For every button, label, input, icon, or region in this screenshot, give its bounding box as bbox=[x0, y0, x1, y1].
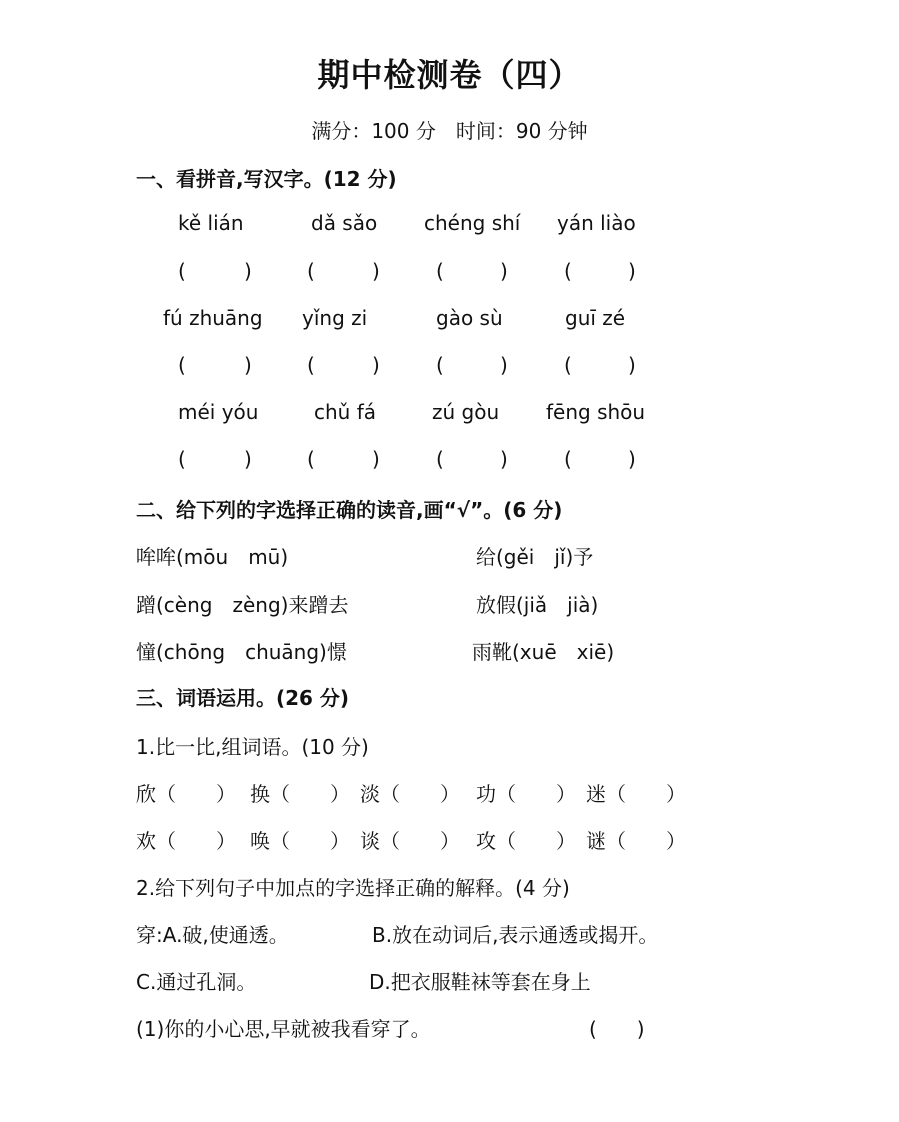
answer-paren-close: ) bbox=[628, 259, 636, 283]
answer-paren-open[interactable]: ( bbox=[564, 353, 572, 377]
answer-paren-open[interactable]: ( bbox=[178, 259, 186, 283]
answer-paren-open[interactable]: ( bbox=[307, 447, 315, 471]
answer-paren-open[interactable]: ( bbox=[564, 447, 572, 471]
word-item: 欢（ ） bbox=[136, 829, 236, 853]
option-c: C.通过孔洞。 bbox=[136, 970, 257, 994]
answer-paren-open[interactable]: ( bbox=[436, 259, 444, 283]
answer-paren-open[interactable]: ( bbox=[436, 353, 444, 377]
pinyin-word: kě lián bbox=[178, 211, 244, 235]
reading-item: 哞哞(mōu mū) bbox=[136, 545, 289, 569]
answer-paren-close: ) bbox=[372, 447, 380, 471]
section2-heading: 二、给下列的字选择正确的读音,画“√”。(6 分) bbox=[136, 498, 563, 522]
word-item: 唤（ ） bbox=[250, 829, 350, 853]
word-item: 欣（ ） bbox=[136, 782, 236, 806]
option-b: B.放在动词后,表示通透或揭开。 bbox=[372, 923, 659, 947]
answer-paren-close: ) bbox=[500, 259, 508, 283]
answer-paren-close: ) bbox=[244, 259, 252, 283]
sentence-1: (1)你的小心思,早就被我看穿了。 bbox=[136, 1017, 431, 1041]
pinyin-word: guī zé bbox=[565, 306, 626, 330]
answer-paren-open[interactable]: ( bbox=[436, 447, 444, 471]
answer-paren-close: ) bbox=[372, 353, 380, 377]
word-item: 谈（ ） bbox=[360, 829, 460, 853]
pinyin-word: yán liào bbox=[557, 211, 636, 235]
answer-paren-open[interactable]: ( bbox=[178, 353, 186, 377]
word-item: 攻（ ） bbox=[476, 829, 576, 853]
reading-item: 蹭(cèng zèng)来蹭去 bbox=[136, 593, 349, 617]
answer-paren-close: ) bbox=[500, 353, 508, 377]
word-item: 谜（ ） bbox=[586, 829, 686, 853]
question-1: 1.比一比,组词语。(10 分) bbox=[136, 735, 369, 759]
answer-paren-open[interactable]: ( bbox=[564, 259, 572, 283]
pinyin-word: fēng shōu bbox=[546, 400, 646, 424]
pinyin-word: dǎ sǎo bbox=[311, 211, 378, 235]
pinyin-word: gào sù bbox=[436, 306, 503, 330]
reading-item: 放假(jiǎ jià) bbox=[476, 593, 599, 617]
answer-paren-close: ) bbox=[628, 447, 636, 471]
option-a: 穿:A.破,使通透。 bbox=[136, 923, 289, 947]
question-2: 2.给下列句子中加点的字选择正确的解释。(4 分) bbox=[136, 876, 570, 900]
section1-heading: 一、看拼音,写汉字。(12 分) bbox=[136, 167, 397, 191]
reading-item: 憧(chōng chuāng)憬 bbox=[136, 640, 347, 664]
answer-paren-close: ) bbox=[372, 259, 380, 283]
pinyin-word: fú zhuāng bbox=[163, 306, 263, 330]
answer-paren-close: ) bbox=[244, 447, 252, 471]
answer-paren-open[interactable]: ( bbox=[307, 353, 315, 377]
pinyin-word: yǐng zi bbox=[302, 306, 368, 330]
answer-blank[interactable]: ( ) bbox=[589, 1017, 645, 1041]
answer-paren-close: ) bbox=[500, 447, 508, 471]
answer-paren-open[interactable]: ( bbox=[178, 447, 186, 471]
word-item: 淡（ ） bbox=[360, 782, 460, 806]
word-item: 迷（ ） bbox=[586, 782, 686, 806]
reading-item: 给(gěi jǐ)予 bbox=[476, 545, 594, 569]
reading-item: 雨靴(xuē xiē) bbox=[472, 640, 615, 664]
pinyin-word: chéng shí bbox=[424, 211, 521, 235]
word-item: 功（ ） bbox=[476, 782, 576, 806]
pinyin-word: chǔ fá bbox=[314, 400, 377, 424]
word-item: 换（ ） bbox=[250, 782, 350, 806]
pinyin-word: méi yóu bbox=[178, 400, 259, 424]
score-time-info: 满分：100 分 时间：90 分钟 bbox=[311, 119, 588, 143]
section3-heading: 三、词语运用。(26 分) bbox=[136, 686, 350, 710]
answer-paren-open[interactable]: ( bbox=[307, 259, 315, 283]
answer-paren-close: ) bbox=[244, 353, 252, 377]
option-d: D.把衣服鞋袜等套在身上 bbox=[369, 970, 591, 994]
pinyin-word: zú gòu bbox=[432, 400, 500, 424]
page-title: 期中检测卷（四） bbox=[317, 56, 582, 94]
answer-paren-close: ) bbox=[628, 353, 636, 377]
